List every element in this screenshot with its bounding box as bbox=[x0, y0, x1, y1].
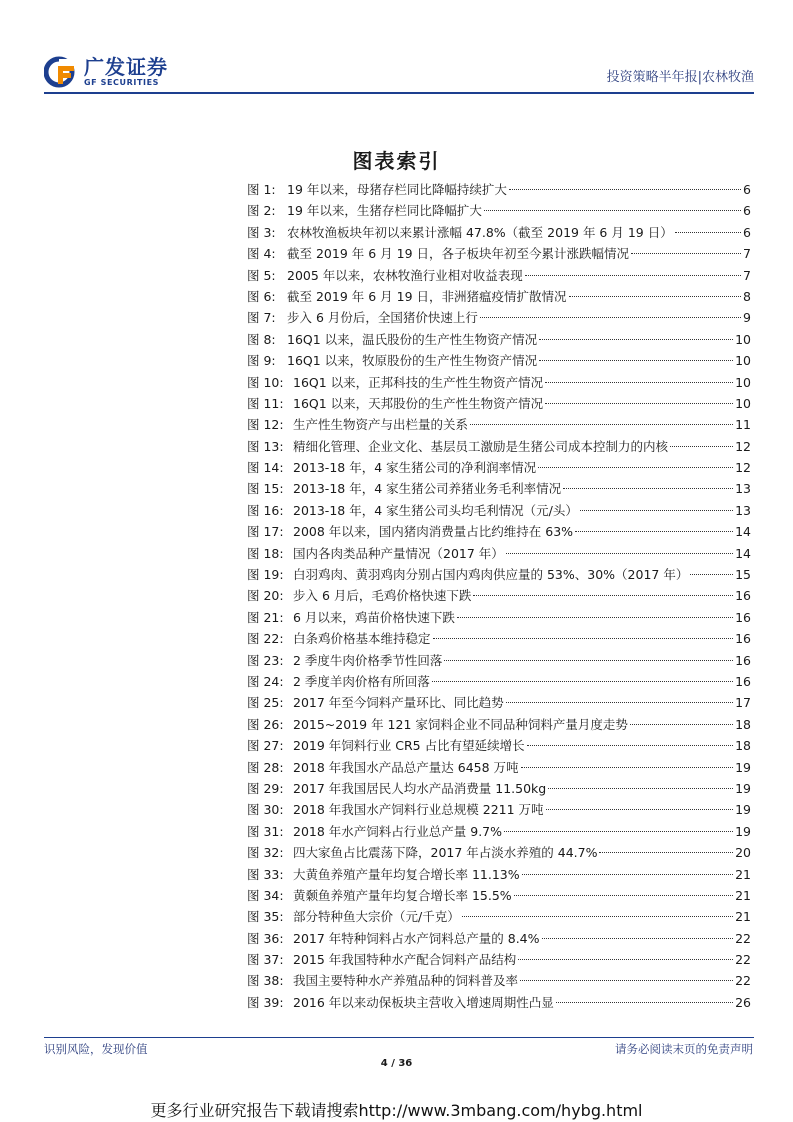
toc-entry-text: 19 年以来，生猪存栏同比降幅扩大 bbox=[287, 203, 482, 219]
toc-entry-label: 图 26: bbox=[247, 716, 284, 732]
toc-entry-page: 20 bbox=[735, 845, 751, 861]
toc-entry-label: 图 38: bbox=[247, 973, 284, 989]
toc-entry-page: 26 bbox=[735, 994, 751, 1010]
toc-entry[interactable] bbox=[247, 585, 751, 606]
toc-entry-text: 19 年以来，母猪存栏同比降幅持续扩大 bbox=[287, 182, 507, 197]
figure-index-list bbox=[247, 179, 751, 1013]
logo-chinese-name: 广发证券 bbox=[84, 55, 168, 79]
toc-entry-text: 16Q1 以来，牧原股份的生产性生物资产情况 bbox=[287, 353, 538, 369]
toc-entry-label: 图 37: bbox=[247, 952, 284, 968]
toc-entry[interactable] bbox=[247, 778, 751, 799]
toc-dot-leader bbox=[538, 467, 733, 468]
toc-entry-label: 图 10: bbox=[247, 374, 284, 390]
toc-entry-label: 图 28: bbox=[247, 759, 284, 775]
toc-entry[interactable] bbox=[247, 179, 751, 200]
footer-disclaimer: 请务必阅读末页的免责声明 bbox=[615, 1042, 753, 1056]
toc-entry[interactable] bbox=[247, 949, 751, 970]
download-promo: 更多行业研究报告下载请搜索http://www.3mbang.com/hybg.html bbox=[150, 1101, 643, 1120]
toc-dot-leader bbox=[484, 210, 741, 211]
toc-entry[interactable] bbox=[247, 393, 751, 414]
toc-entry-label: 图 29: bbox=[247, 780, 284, 796]
toc-entry-text: 2017 年至今饲料产量环比、同比趋势 bbox=[293, 695, 504, 711]
toc-entry-label: 图 14: bbox=[247, 460, 284, 476]
toc-entry-page: 12 bbox=[735, 438, 751, 454]
company-logo bbox=[44, 56, 168, 88]
toc-entry-page: 22 bbox=[735, 952, 751, 968]
toc-entry-label: 图 24: bbox=[247, 673, 284, 689]
toc-dot-leader bbox=[457, 617, 733, 618]
toc-dot-leader bbox=[690, 574, 733, 575]
toc-entry[interactable] bbox=[247, 757, 751, 778]
toc-dot-leader bbox=[432, 681, 733, 682]
toc-entry-label: 图 35: bbox=[247, 909, 284, 925]
toc-dot-leader bbox=[599, 852, 733, 853]
toc-entry-text: 2018 年水产饲料占行业总产量 9.7% bbox=[293, 823, 503, 839]
toc-entry-page: 15 bbox=[735, 567, 751, 583]
toc-dot-leader bbox=[539, 339, 733, 340]
toc-entry-text: 白羽鸡肉、黄羽鸡肉分别占国内鸡肉供应量的 53%、30%（2017 年） bbox=[293, 567, 689, 583]
toc-dot-leader bbox=[504, 831, 733, 832]
toc-dot-leader bbox=[546, 809, 734, 810]
toc-dot-leader bbox=[473, 595, 733, 596]
toc-dot-leader bbox=[630, 724, 733, 725]
toc-entry[interactable] bbox=[247, 543, 751, 564]
toc-entry-page: 16 bbox=[735, 588, 751, 604]
toc-entry[interactable] bbox=[247, 628, 751, 649]
toc-entry-label: 图 3: bbox=[247, 224, 276, 240]
toc-entry-page: 19 bbox=[735, 759, 751, 775]
toc-dot-leader bbox=[506, 702, 733, 703]
toc-dot-leader bbox=[444, 660, 733, 661]
toc-entry-text: 截至 2019 年 6 月 19 日，各子板块年初至今累计涨跌幅情况 bbox=[287, 246, 630, 262]
toc-entry-text: 2019 年饲料行业 CR5 占比有望延续增长 bbox=[293, 738, 525, 754]
toc-entry-text: 国内各肉类品种产量情况（2017 年） bbox=[293, 545, 504, 561]
toc-entry[interactable] bbox=[247, 265, 751, 286]
toc-entry-text: 6 月以来，鸡苗价格快速下跌 bbox=[293, 609, 455, 625]
toc-entry-text: 黄颡鱼养殖产量年均复合增长率 15.5% bbox=[293, 887, 512, 903]
toc-entry-page: 21 bbox=[735, 887, 751, 903]
toc-dot-leader bbox=[480, 317, 741, 318]
toc-entry-page: 9 bbox=[743, 310, 751, 326]
toc-entry-text: 2015~2019 年 121 家饲料企业不同品种饲料产量月度走势 bbox=[293, 716, 628, 732]
page-title: 图表索引 bbox=[352, 149, 441, 173]
toc-dot-leader bbox=[670, 446, 733, 447]
toc-entry-label: 图 34: bbox=[247, 887, 284, 903]
toc-entry-text: 2013-18 年，4 家生猪公司养猪业务毛利率情况 bbox=[293, 481, 562, 497]
toc-entry[interactable] bbox=[247, 243, 751, 264]
toc-entry-page: 8 bbox=[743, 288, 751, 304]
toc-entry-text: 部分特种鱼大宗价（元/千克） bbox=[293, 909, 460, 925]
toc-entry[interactable] bbox=[247, 329, 751, 350]
toc-entry[interactable] bbox=[247, 906, 751, 927]
toc-entry[interactable] bbox=[247, 200, 751, 221]
toc-entry-page: 16 bbox=[735, 631, 751, 647]
toc-entry-label: 图 27: bbox=[247, 738, 284, 754]
toc-entry-text: 16Q1 以来，温氏股份的生产性生物资产情况 bbox=[287, 331, 538, 347]
toc-entry-page: 6 bbox=[743, 182, 751, 197]
toc-dot-leader bbox=[521, 767, 734, 768]
toc-entry-label: 图 31: bbox=[247, 823, 284, 839]
toc-entry-page: 12 bbox=[735, 460, 751, 476]
toc-entry-page: 13 bbox=[735, 502, 751, 518]
toc-entry-label: 图 18: bbox=[247, 545, 284, 561]
toc-entry-label: 图 8: bbox=[247, 331, 276, 347]
toc-entry-text: 2015 年我国特种水产配合饲料产品结构 bbox=[293, 952, 517, 968]
toc-entry-label: 图 21: bbox=[247, 609, 284, 625]
toc-dot-leader bbox=[470, 424, 733, 425]
toc-entry-page: 10 bbox=[735, 395, 751, 411]
toc-dot-leader bbox=[548, 788, 733, 789]
toc-entry[interactable] bbox=[247, 521, 751, 542]
toc-entry-page: 22 bbox=[735, 930, 751, 946]
toc-entry[interactable] bbox=[247, 607, 751, 628]
toc-dot-leader bbox=[545, 403, 733, 404]
toc-dot-leader bbox=[675, 232, 741, 233]
toc-entry-page: 7 bbox=[743, 267, 751, 283]
toc-entry-text: 大黄鱼养殖产量年均复合增长率 11.13% bbox=[293, 866, 520, 882]
toc-entry-text: 2018 年我国水产饲料行业总规模 2211 万吨 bbox=[293, 802, 544, 818]
toc-entry-label: 图 17: bbox=[247, 524, 284, 540]
toc-entry-label: 图 5: bbox=[247, 267, 276, 283]
toc-entry-label: 图 12: bbox=[247, 417, 284, 433]
toc-entry-text: 截至 2019 年 6 月 19 日，非洲猪瘟疫情扩散情况 bbox=[287, 288, 567, 304]
toc-entry[interactable] bbox=[247, 414, 751, 435]
toc-entry-page: 7 bbox=[743, 246, 751, 262]
toc-dot-leader bbox=[556, 1002, 733, 1003]
toc-entry-page: 16 bbox=[735, 673, 751, 689]
toc-entry-label: 图 6: bbox=[247, 288, 276, 304]
toc-entry[interactable] bbox=[247, 222, 751, 243]
report-type: 投资策略半年报|农林牧渔 bbox=[606, 70, 754, 85]
toc-entry-page: 14 bbox=[735, 524, 751, 540]
toc-dot-leader bbox=[433, 638, 734, 639]
toc-entry-page: 10 bbox=[735, 331, 751, 347]
toc-entry-page: 14 bbox=[735, 545, 751, 561]
toc-dot-leader bbox=[542, 938, 734, 939]
toc-entry[interactable] bbox=[247, 692, 751, 713]
toc-entry-label: 图 15: bbox=[247, 481, 284, 497]
toc-entry-text: 生产性生物资产与出栏量的关系 bbox=[293, 417, 469, 433]
toc-entry-page: 19 bbox=[735, 780, 751, 796]
toc-dot-leader bbox=[569, 296, 742, 297]
toc-entry[interactable] bbox=[247, 735, 751, 756]
toc-entry[interactable] bbox=[247, 928, 751, 949]
toc-entry-text: 2008 年以来，国内猪肉消费量占比约维持在 63% bbox=[293, 524, 574, 540]
toc-entry-label: 图 20: bbox=[247, 588, 284, 604]
footer-slogan: 识别风险，发现价值 bbox=[44, 1042, 148, 1056]
toc-entry[interactable] bbox=[247, 372, 751, 393]
toc-entry-text: 16Q1 以来，正邦科技的生产性生物资产情况 bbox=[293, 374, 544, 390]
toc-entry-page: 22 bbox=[735, 973, 751, 989]
toc-dot-leader bbox=[580, 510, 733, 511]
page-header bbox=[44, 52, 754, 92]
toc-entry-text: 2017 年特种饲料占水产饲料总产量的 8.4% bbox=[293, 930, 540, 946]
toc-entry-label: 图 36: bbox=[247, 930, 284, 946]
toc-dot-leader bbox=[525, 275, 741, 276]
toc-entry-label: 图 32: bbox=[247, 845, 284, 861]
toc-dot-leader bbox=[575, 531, 733, 532]
toc-entry-page: 19 bbox=[735, 802, 751, 818]
toc-dot-leader bbox=[518, 959, 733, 960]
toc-entry-label: 图 39: bbox=[247, 994, 284, 1010]
toc-entry-page: 11 bbox=[735, 417, 751, 433]
toc-entry-label: 图 23: bbox=[247, 652, 284, 668]
toc-entry-text: 我国主要特种水产养殖品种的饲料普及率 bbox=[293, 973, 519, 989]
toc-entry[interactable] bbox=[247, 650, 751, 671]
toc-entry-label: 图 11: bbox=[247, 395, 284, 411]
header-divider bbox=[44, 92, 754, 94]
toc-dot-leader bbox=[462, 916, 733, 917]
toc-dot-leader bbox=[509, 189, 741, 190]
toc-entry-page: 10 bbox=[735, 374, 751, 390]
toc-entry-text: 步入 6 月后，毛鸡价格快速下跌 bbox=[293, 588, 472, 604]
toc-entry-text: 2 季度羊肉价格有所回落 bbox=[293, 673, 430, 689]
toc-entry[interactable] bbox=[247, 478, 751, 499]
toc-entry-text: 精细化管理、企业文化、基层员工激励是生猪公司成本控制力的内核 bbox=[293, 438, 669, 454]
toc-entry-label: 图 33: bbox=[247, 866, 284, 882]
toc-entry-label: 图 4: bbox=[247, 246, 276, 262]
toc-entry[interactable] bbox=[247, 714, 751, 735]
toc-entry-page: 6 bbox=[743, 203, 751, 219]
toc-entry-text: 16Q1 以来，天邦股份的生产性生物资产情况 bbox=[293, 395, 544, 411]
toc-entry[interactable] bbox=[247, 992, 751, 1013]
toc-entry[interactable] bbox=[247, 842, 751, 863]
toc-entry-label: 图 9: bbox=[247, 353, 276, 369]
toc-entry-page: 18 bbox=[735, 716, 751, 732]
toc-entry-text: 四大家鱼占比震荡下降，2017 年占淡水养殖的 44.7% bbox=[293, 845, 598, 861]
toc-entry[interactable] bbox=[247, 671, 751, 692]
toc-entry-text: 步入 6 月份后，全国猪价快速上行 bbox=[287, 310, 478, 326]
gf-logo-icon bbox=[44, 56, 78, 88]
toc-entry-page: 6 bbox=[743, 224, 751, 240]
toc-entry-text: 2013-18 年，4 家生猪公司的净利润率情况 bbox=[293, 460, 537, 476]
toc-entry-text: 2 季度牛肉价格季节性回落 bbox=[293, 652, 443, 668]
toc-entry-text: 2018 年我国水产品总产量达 6458 万吨 bbox=[293, 759, 519, 775]
toc-entry-label: 图 13: bbox=[247, 438, 284, 454]
toc-dot-leader bbox=[522, 874, 733, 875]
toc-entry-text: 白条鸡价格基本维持稳定 bbox=[293, 631, 431, 647]
toc-entry-label: 图 7: bbox=[247, 310, 276, 326]
toc-entry-text: 2017 年我国居民人均水产品消费量 11.50kg bbox=[293, 780, 547, 796]
toc-entry-page: 10 bbox=[735, 353, 751, 369]
toc-dot-leader bbox=[563, 488, 733, 489]
toc-entry[interactable] bbox=[247, 564, 751, 585]
toc-entry[interactable] bbox=[247, 436, 751, 457]
toc-entry-label: 图 19: bbox=[247, 567, 284, 583]
toc-entry[interactable] bbox=[247, 970, 751, 991]
toc-dot-leader bbox=[545, 382, 733, 383]
toc-entry[interactable] bbox=[247, 286, 751, 307]
toc-entry[interactable] bbox=[247, 885, 751, 906]
toc-entry[interactable] bbox=[247, 821, 751, 842]
toc-entry-page: 16 bbox=[735, 609, 751, 625]
toc-entry-label: 图 2: bbox=[247, 203, 276, 219]
toc-entry[interactable] bbox=[247, 799, 751, 820]
toc-entry-page: 19 bbox=[735, 823, 751, 839]
toc-entry-text: 农林牧渔板块年初以来累计涨幅 47.8%（截至 2019 年 6 月 19 日） bbox=[287, 224, 673, 240]
toc-entry-page: 13 bbox=[735, 481, 751, 497]
toc-dot-leader bbox=[539, 360, 733, 361]
toc-dot-leader bbox=[514, 895, 733, 896]
logo-english-name: GF SECURITIES bbox=[84, 78, 160, 87]
toc-entry[interactable] bbox=[247, 457, 751, 478]
toc-entry[interactable] bbox=[247, 350, 751, 371]
toc-entry-page: 21 bbox=[735, 909, 751, 925]
toc-dot-leader bbox=[527, 745, 733, 746]
footer-divider bbox=[44, 1037, 754, 1038]
toc-entry[interactable] bbox=[247, 864, 751, 885]
toc-entry-label: 图 16: bbox=[247, 502, 284, 518]
toc-entry-label: 图 22: bbox=[247, 631, 284, 647]
toc-entry-text: 2013-18 年，4 家生猪公司头均毛利情况（元/头） bbox=[293, 502, 578, 518]
toc-entry-label: 图 25: bbox=[247, 695, 284, 711]
page-number: 4 / 36 bbox=[380, 1058, 413, 1069]
toc-entry[interactable] bbox=[247, 307, 751, 328]
toc-dot-leader bbox=[506, 553, 733, 554]
toc-entry[interactable] bbox=[247, 500, 751, 521]
toc-entry-page: 16 bbox=[735, 652, 751, 668]
toc-entry-text: 2016 年以来动保板块主营收入增速周期性凸显 bbox=[293, 994, 554, 1010]
toc-entry-page: 21 bbox=[735, 866, 751, 882]
toc-entry-page: 18 bbox=[735, 738, 751, 754]
toc-dot-leader bbox=[631, 253, 741, 254]
toc-entry-page: 17 bbox=[735, 695, 751, 711]
toc-entry-label: 图 30: bbox=[247, 802, 284, 818]
toc-entry-text: 2005 年以来，农林牧渔行业相对收益表现 bbox=[287, 267, 523, 283]
toc-dot-leader bbox=[520, 980, 733, 981]
toc-entry-label: 图 1: bbox=[247, 182, 276, 197]
